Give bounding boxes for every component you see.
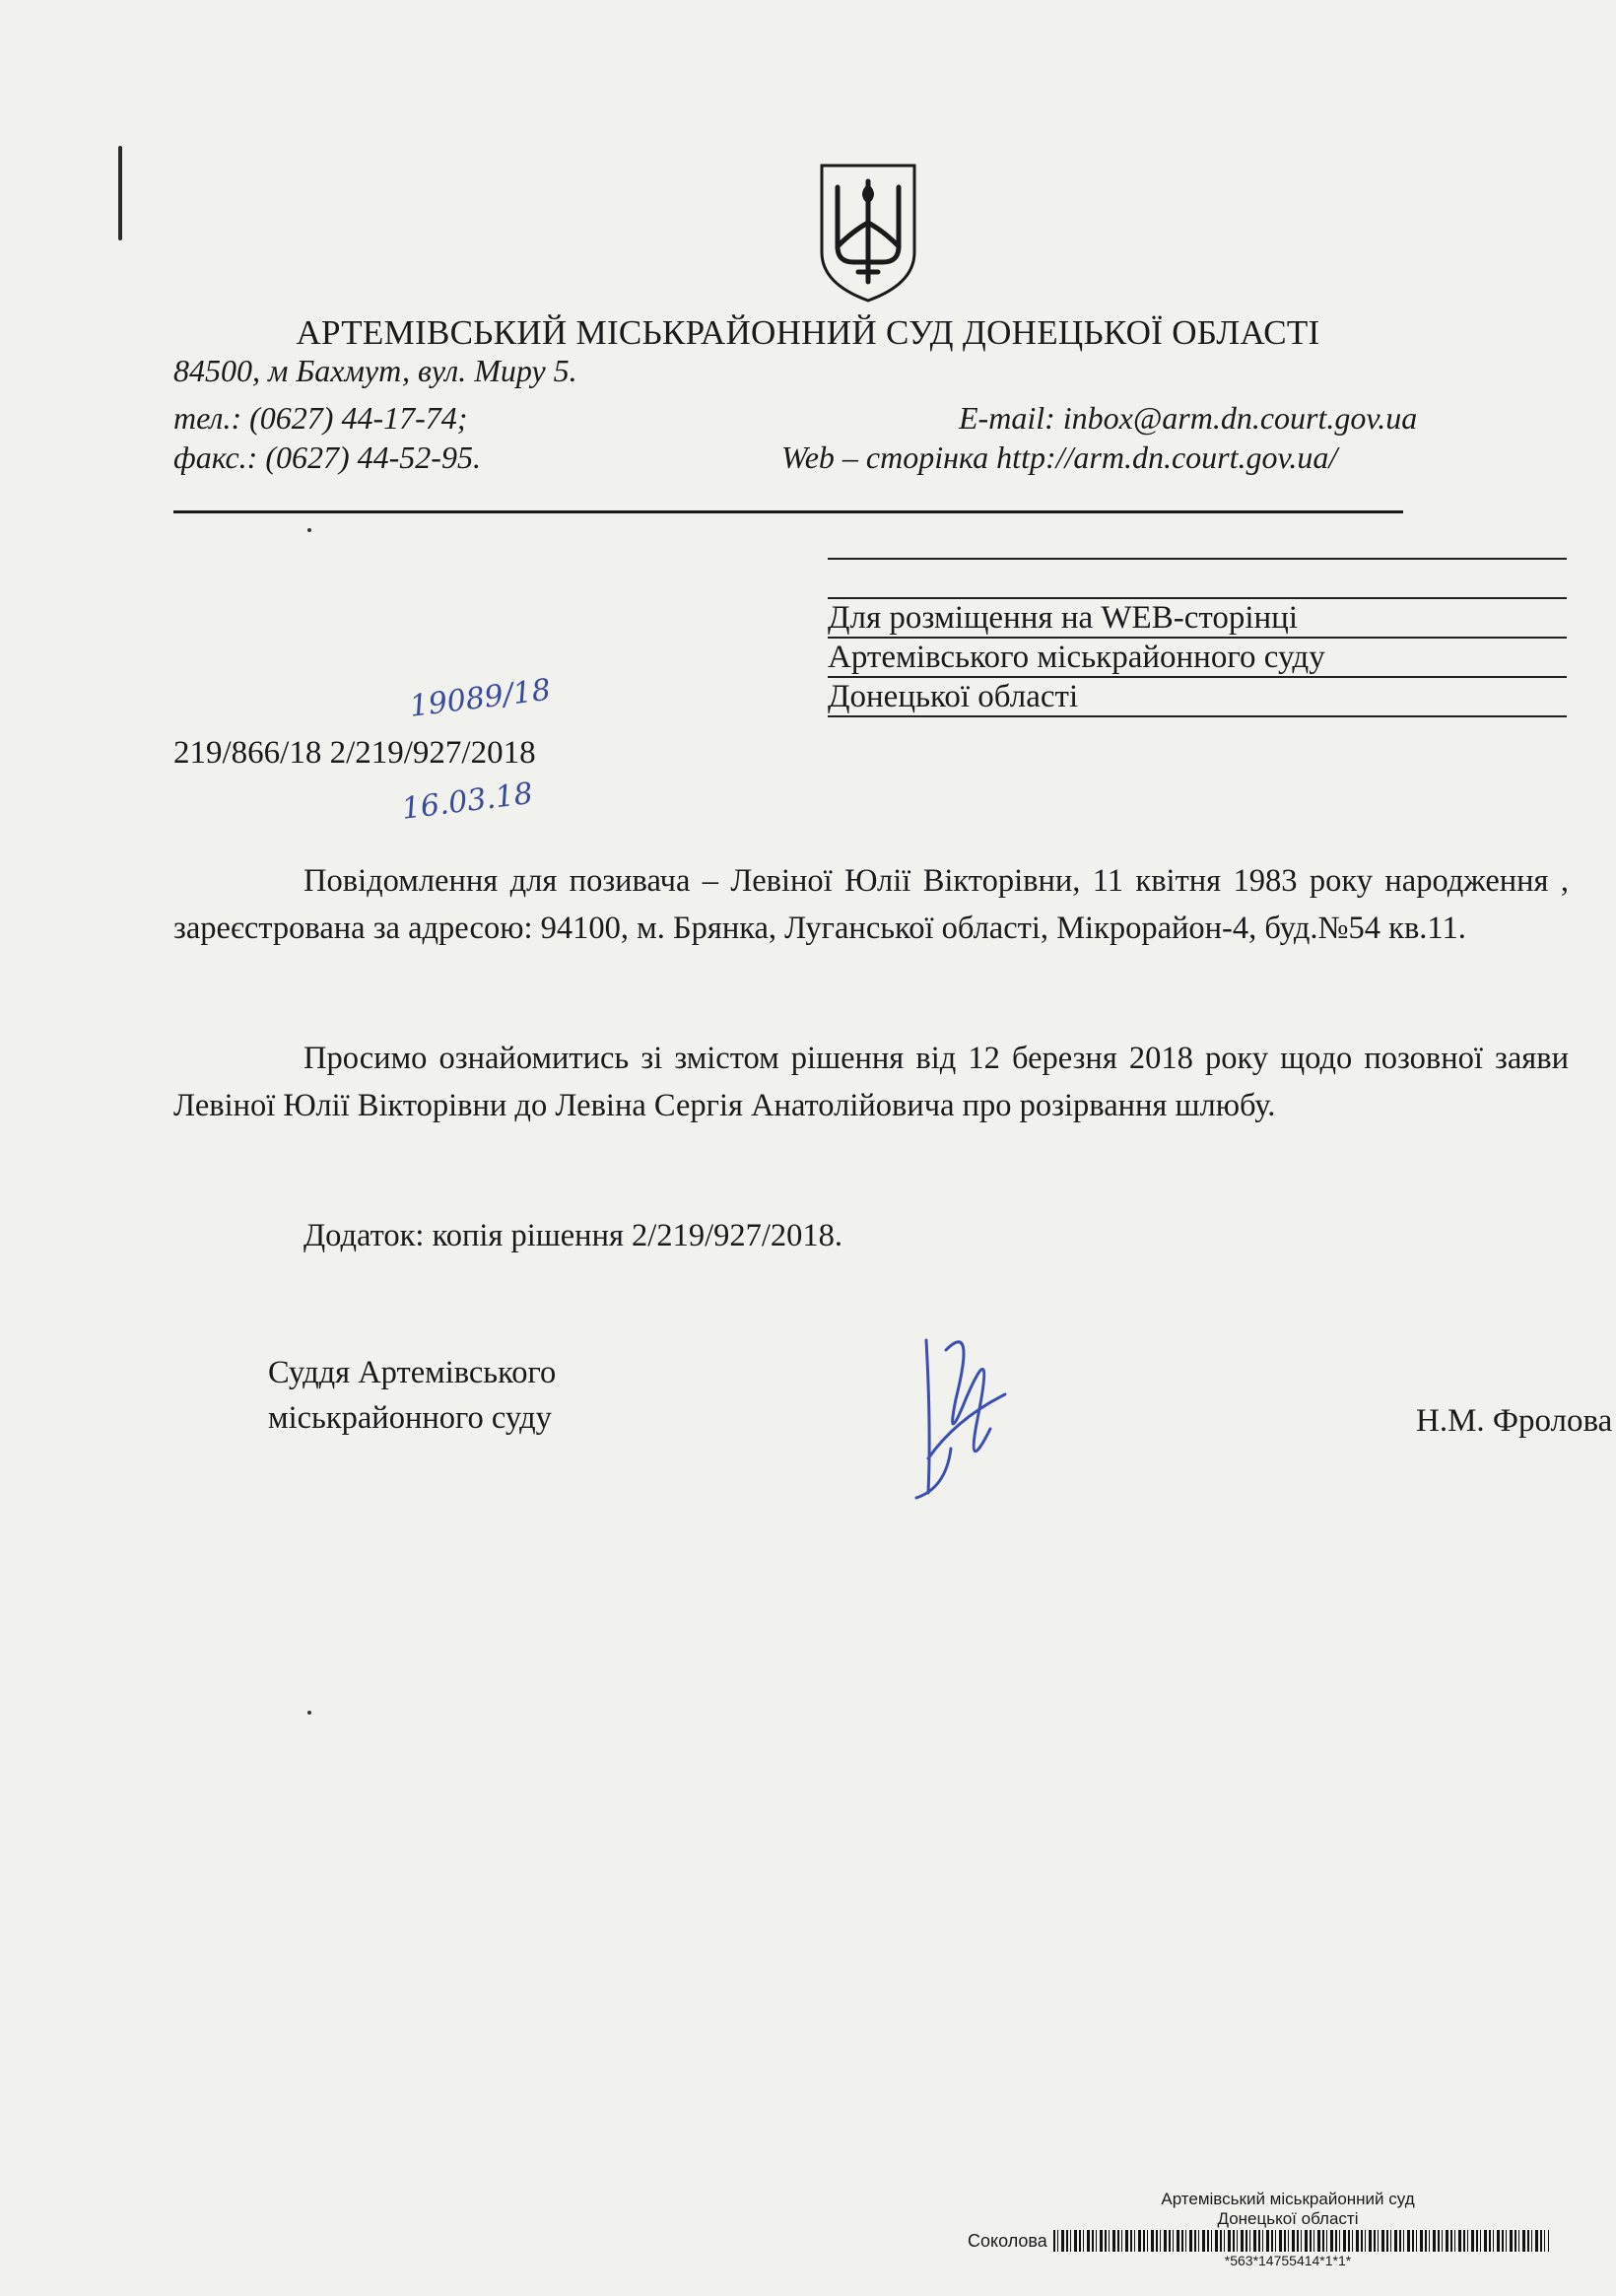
handwritten-date: 16.03.18 [399,776,535,827]
addressee-line-3: Донецької області [828,679,1079,714]
margin-mark [118,146,122,240]
stamp-region-line: Донецької області [1217,2209,1359,2228]
stamp-court-line: Артемівський міськрайонний суд [1161,2190,1415,2208]
court-phone: тел.: (0627) 44-17-74; [173,400,468,436]
barcode-row [968,2229,1549,2253]
barcode-number: *563*14755414*1*1* [1224,2253,1352,2268]
attachment-note: Додаток: копія рішення 2/219/927/2018. [303,1218,843,1253]
request-paragraph: Просимо ознайомитись зі змістом рішення від 12 березня 2018 року щодо позовної заяви Левіної Юлії Вікторівни до Левіна Сергія Анатолійовича про розірвання шлюбу. [173,1041,1569,1123]
addressee-line [828,715,1567,717]
judge-name: Н.М. Фролова [1416,1403,1613,1439]
barcode-icon [1053,2230,1549,2252]
court-email: E-mail: inbox@arm.dn.court.gov.ua [959,400,1418,436]
judge-title-line-1: Суддя Артемівського [268,1355,557,1390]
court-address: 84500, м Бахмут, вул. Миру 5. [173,353,577,388]
handwritten-incoming-number: 19089/18 [407,672,553,724]
court-name: АРТЕМІВСЬКИЙ МІСЬКРАЙОННИЙ СУД ДОНЕЦЬКОЇ ОБЛАСТІ [296,313,1320,352]
dot-mark [307,1711,311,1715]
case-numbers: 219/866/18 2/219/927/2018 [173,735,536,771]
header-divider [173,510,1403,513]
court-fax: факс.: (0627) 44-52-95. [173,439,481,475]
court-web: Web – сторінка http://arm.dn.court.gov.ua/ [781,439,1338,475]
signature-icon [887,1311,1084,1527]
registry-stamp [968,2190,1549,2268]
judge-title-line-2: міськрайонного суду [268,1400,552,1436]
addressee-block [828,552,1567,717]
clerk-name: Соколова [968,2230,1047,2251]
addressee-line-1: Для розміщення на WEB-сторінці [828,600,1298,636]
dot-mark [307,528,311,532]
notice-paragraph: Повідомлення для позивача – Левіної Юлії Вікторівни, 11 квітня 1983 року народження , зареєстрована за адресою: 94100, м. Брянка, Луганської області, Мікрорайон-4, буд.№54 кв.11. [173,863,1569,946]
addressee-line-2: Артемівського міськрайонного суду [828,640,1325,675]
coat-of-arms-icon [814,162,922,304]
